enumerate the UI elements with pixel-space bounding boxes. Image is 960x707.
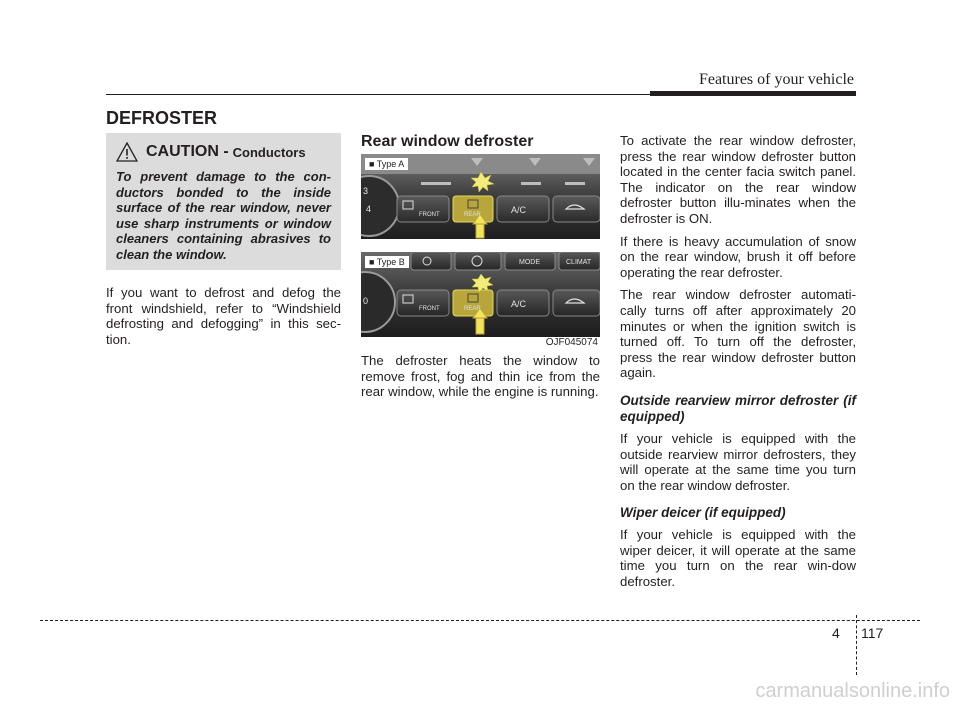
button-label: REAR (464, 212, 481, 218)
defroster-button-figure (361, 154, 600, 349)
running-header: Features of your vehicle (698, 71, 854, 88)
svg-text:3: 3 (363, 186, 369, 196)
button-label: REAR (464, 306, 481, 312)
auto-off-paragraph: The rear window defroster automati-cally turns off after approximately 20 minutes or when the ignition switch is turned off. To turn off the defroster, press the rear window defroster button again. (620, 287, 856, 381)
caution-text: To prevent damage to the con-ductors bonded to the inside surface of the rear window, never use sharp instruments or window cleaners containing abrasives to clean the window. (116, 169, 331, 262)
type-a-label: ■ Type A (365, 158, 408, 170)
mirror-defroster-paragraph: If your vehicle is equipped with the outside rearview mirror defrosters, they will operate at the same time you turn on the rear window defroster. (620, 430, 856, 493)
warning-triangle-icon (116, 142, 138, 162)
footer-rule (40, 620, 920, 621)
mirror-defroster-heading: Outside rearview mirror defroster (if equipped) (620, 392, 856, 424)
button-label: MODE (519, 259, 540, 266)
page-number-divider (856, 615, 857, 675)
panel-type-b (361, 252, 600, 337)
svg-text:4: 4 (366, 204, 372, 214)
figure-code: OJF045074 (545, 337, 598, 348)
caution-subject: Conductors (232, 144, 306, 160)
svg-text:0: 0 (363, 296, 369, 306)
activate-paragraph: To activate the rear window defroster, press the rear window defroster button located in the center facia switch panel. The indicator on the rear window defroster button illu-minates when the defroster is ON. (620, 133, 856, 226)
wiper-deicer-heading: Wiper deicer (if equipped) (620, 505, 786, 521)
button-label: A/C (511, 205, 527, 215)
snow-paragraph: If there is heavy accumulation of snow on the rear window, brush it off before operating the rear defroster. (620, 233, 856, 280)
wiper-deicer-paragraph: If your vehicle is equipped with the wiper deicer, it will operate at the same time you turn on the rear win-dow defroster. (620, 527, 856, 590)
defroster-description-paragraph: The defroster heats the window to remove frost, fog and thin ice from the rear window, while the engine is running. (361, 353, 600, 400)
caution-header (116, 141, 331, 163)
section-title: DEFROSTER (106, 108, 218, 128)
panel-type-a (361, 154, 600, 239)
header-rule-accent (650, 91, 856, 96)
button-label: A/C (511, 299, 527, 309)
page-number: 117 (861, 625, 884, 641)
caution-label: CAUTION - (146, 143, 229, 160)
windshield-reference-paragraph: If you want to defrost and defog the front windshield, refer to “Windshield defrosting and defogging” in this sec-tion. (106, 285, 341, 347)
right-column (620, 133, 856, 597)
chapter-number: 4 (832, 625, 840, 641)
caution-box (106, 133, 341, 270)
type-b-label: ■ Type B (365, 256, 409, 268)
watermark: carmanualsonline.info (755, 680, 950, 702)
button-label: CLIMAT (566, 259, 592, 266)
rear-window-defroster-heading: Rear window defroster (361, 133, 534, 150)
button-label: FRONT (419, 212, 440, 218)
button-label: FRONT (419, 306, 440, 312)
